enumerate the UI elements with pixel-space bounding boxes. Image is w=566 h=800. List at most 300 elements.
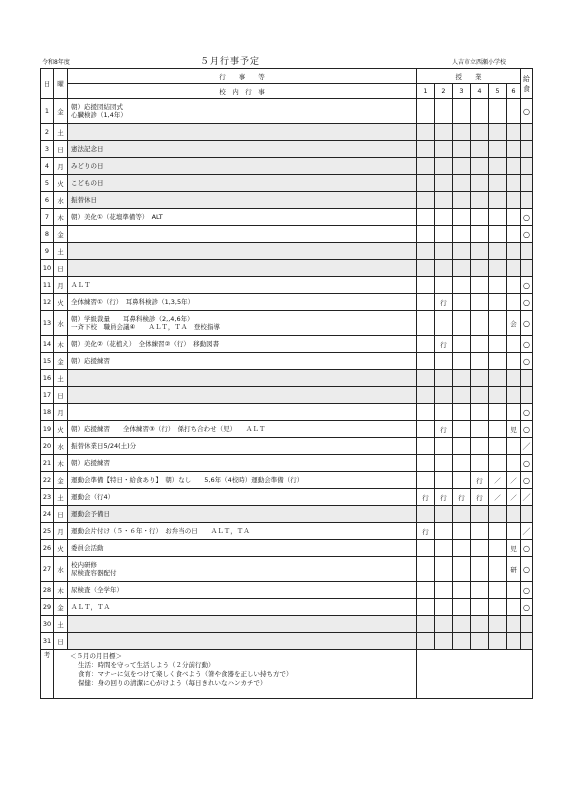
day-cell: 23: [41, 489, 54, 506]
period-cell: [417, 209, 435, 226]
event-text: 校内研修: [71, 561, 97, 569]
period-cell: ／: [489, 472, 507, 489]
weekday-cell: 月: [54, 404, 68, 421]
event-cell: [68, 557, 417, 582]
event-cell: [68, 438, 417, 455]
period-cell: [453, 311, 471, 336]
period-cell: [435, 582, 453, 599]
day-cell: 4: [41, 158, 54, 175]
event-text: 朝）応援団結団式: [71, 103, 123, 111]
period-cell: [435, 599, 453, 616]
schedule-row: [41, 506, 533, 523]
day-cell: 22: [41, 472, 54, 489]
period-cell: [507, 158, 521, 175]
period-cell: 行: [435, 294, 453, 311]
weekday-cell: 月: [54, 523, 68, 540]
period-cell: [489, 124, 507, 141]
period-cell: [453, 523, 471, 540]
day-cell: 25: [41, 523, 54, 540]
period-cell: [453, 141, 471, 158]
period-header: 3: [453, 84, 471, 99]
period-cell: [471, 260, 489, 277]
event-cell: [68, 353, 417, 370]
event-text: 運動会準備【特日・給食あり】 朝）なし 5,6年（4校時）運動会準備（行）: [71, 476, 304, 484]
period-cell: [489, 540, 507, 557]
period-cell: [453, 353, 471, 370]
school-name: 人吉市立西瀬小学校: [451, 59, 506, 66]
goals-heading: ＜５月の月目標＞: [70, 652, 122, 660]
day-cell: 20: [41, 438, 54, 455]
period-cell: [489, 633, 507, 650]
day-cell: 6: [41, 192, 54, 209]
event-cell: [68, 311, 417, 336]
lunch-cell: ○: [521, 209, 533, 226]
period-cell: [489, 616, 507, 633]
period-cell: [435, 633, 453, 650]
weekday-cell: 日: [54, 506, 68, 523]
event-text: 朝）美化②（花植え） 全体練習②（行） 移動図書: [71, 340, 220, 348]
period-cell: [507, 506, 521, 523]
event-text: 朝）美化①（花壇準備等） ALT: [71, 213, 163, 221]
lunch-cell: [521, 243, 533, 260]
period-cell: [471, 175, 489, 192]
period-cell: [453, 226, 471, 243]
period-cell: [453, 175, 471, 192]
period-cell: [435, 124, 453, 141]
event-cell: [68, 633, 417, 650]
period-cell: [507, 175, 521, 192]
weekday-cell: 火: [54, 540, 68, 557]
period-cell: [417, 243, 435, 260]
period-cell: [453, 277, 471, 294]
schedule-row: [41, 438, 533, 455]
period-cell: [489, 311, 507, 336]
event-cell: [68, 616, 417, 633]
weekday-cell: 日: [54, 633, 68, 650]
period-cell: [453, 243, 471, 260]
lunch-cell: ○: [521, 277, 533, 294]
period-cell: [489, 175, 507, 192]
period-cell: [417, 226, 435, 243]
event-text: 委員会活動: [71, 544, 104, 552]
event-cell: [68, 277, 417, 294]
period-cell: [507, 455, 521, 472]
event-text: みどりの日: [71, 162, 104, 170]
lunch-cell: ／: [521, 489, 533, 506]
weekday-cell: 木: [54, 336, 68, 353]
lunch-cell: ○: [521, 540, 533, 557]
event-cell: [68, 421, 417, 438]
day-cell: 5: [41, 175, 54, 192]
event-text: 尿検査（全学年）: [71, 586, 123, 594]
lunch-cell: ／: [521, 523, 533, 540]
period-cell: [453, 540, 471, 557]
period-cell: [489, 294, 507, 311]
period-cell: [471, 582, 489, 599]
period-cell: [435, 387, 453, 404]
period-cell: [453, 557, 471, 582]
monthly-goals-row: [41, 650, 533, 699]
period-cell: [489, 209, 507, 226]
goals-blank: [417, 650, 533, 699]
schedule-row: [41, 294, 533, 311]
period-cell: [507, 582, 521, 599]
lunch-cell: ○: [521, 226, 533, 243]
period-cell: [453, 336, 471, 353]
period-cell: [507, 294, 521, 311]
period-cell: [417, 353, 435, 370]
period-cell: [489, 260, 507, 277]
period-cell: [471, 141, 489, 158]
period-cell: [489, 192, 507, 209]
period-cell: [453, 616, 471, 633]
event-text: 尿検査容器配付: [71, 569, 117, 577]
day-cell: 1: [41, 99, 54, 124]
lunch-cell: ○: [521, 336, 533, 353]
period-cell: [435, 404, 453, 421]
goal-line: 保健：身の回りの清潔に心がけよう（毎日きれいなハンカチで）: [78, 679, 267, 687]
period-cell: [417, 472, 435, 489]
event-text: 心臓検診（1,4年）: [71, 111, 127, 119]
day-cell: 2: [41, 124, 54, 141]
day-cell: 18: [41, 404, 54, 421]
weekday-cell: 日: [54, 141, 68, 158]
day-cell: 21: [41, 455, 54, 472]
day-cell: 11: [41, 277, 54, 294]
goal-line: 生活：時間を守って生活しよう（２分前行動）: [78, 661, 215, 669]
event-cell: [68, 260, 417, 277]
period-cell: [507, 336, 521, 353]
period-cell: [489, 158, 507, 175]
period-cell: [489, 599, 507, 616]
goal-line: 食育：マナーに気をつけて楽しく食べよう（箸や食器を正しい持ち方で）: [78, 670, 293, 678]
schedule-row: [41, 489, 533, 506]
schedule-row: [41, 158, 533, 175]
event-cell: [68, 192, 417, 209]
weekday-cell: 水: [54, 438, 68, 455]
period-cell: [471, 455, 489, 472]
period-cell: [453, 294, 471, 311]
period-cell: [435, 455, 453, 472]
schedule-row: [41, 387, 533, 404]
period-cell: [417, 260, 435, 277]
lunch-cell: [521, 616, 533, 633]
day-cell: 19: [41, 421, 54, 438]
period-cell: [417, 370, 435, 387]
event-text: 運動会予備日: [71, 510, 110, 518]
period-cell: ／: [507, 489, 521, 506]
period-cell: [453, 599, 471, 616]
lunch-cell: [521, 260, 533, 277]
period-cell: [471, 243, 489, 260]
remarks-label-cell: [41, 650, 54, 699]
event-cell: [68, 99, 417, 124]
schedule-row: [41, 540, 533, 557]
event-text: こどもの日: [71, 179, 104, 187]
event-cell: [68, 226, 417, 243]
period-cell: [507, 633, 521, 650]
period-cell: [417, 294, 435, 311]
event-cell: [68, 209, 417, 226]
events-group-header: 行 事 等: [68, 69, 417, 84]
weekday-cell: 金: [54, 99, 68, 124]
weekday-cell: 木: [54, 455, 68, 472]
lunch-cell: ○: [521, 557, 533, 582]
period-cell: [471, 616, 489, 633]
day-cell: 13: [41, 311, 54, 336]
event-cell: [68, 582, 417, 599]
period-cell: [489, 404, 507, 421]
period-cell: [453, 124, 471, 141]
period-cell: [471, 557, 489, 582]
period-cell: [417, 438, 435, 455]
schedule-row: [41, 209, 533, 226]
period-cell: [417, 599, 435, 616]
schedule-row: [41, 599, 533, 616]
event-text: 運動会（行4）: [71, 493, 115, 501]
period-cell: [435, 506, 453, 523]
period-cell: [507, 99, 521, 124]
period-cell: [489, 455, 507, 472]
event-text: ＡＬＴ: [71, 281, 91, 289]
period-cell: [417, 387, 435, 404]
event-cell: [68, 336, 417, 353]
period-cell: [471, 336, 489, 353]
lunch-cell: ○: [521, 311, 533, 336]
period-cell: [435, 616, 453, 633]
period-cell: [507, 124, 521, 141]
event-cell: [68, 506, 417, 523]
period-cell: [507, 260, 521, 277]
schedule-row: [41, 243, 533, 260]
schedule-row: [41, 175, 533, 192]
period-cell: [471, 506, 489, 523]
schedule-row: [41, 404, 533, 421]
lunch-cell: [521, 124, 533, 141]
schedule-row: [41, 616, 533, 633]
period-cell: [489, 277, 507, 294]
period-cell: [453, 158, 471, 175]
schedule-row: [41, 226, 533, 243]
day-cell: 9: [41, 243, 54, 260]
period-cell: [471, 599, 489, 616]
period-cell: [507, 243, 521, 260]
event-text: 運動会片付け（５・６年・行） お弁当の日 ＡＬＴ，ＴＡ: [71, 527, 250, 535]
weekday-cell: 土: [54, 243, 68, 260]
weekday-cell: 水: [54, 557, 68, 582]
period-cell: 行: [471, 472, 489, 489]
period-cell: [435, 99, 453, 124]
period-cell: [417, 158, 435, 175]
period-cell: [417, 99, 435, 124]
period-cell: [435, 523, 453, 540]
lunch-cell: ○: [521, 404, 533, 421]
lunch-cell: [521, 633, 533, 650]
lunch-header: 給食: [521, 69, 533, 99]
period-cell: [507, 599, 521, 616]
weekday-cell: 土: [54, 616, 68, 633]
period-cell: [471, 209, 489, 226]
period-cell: [435, 353, 453, 370]
event-text: 朝）応援練習: [71, 459, 110, 467]
period-cell: [489, 523, 507, 540]
day-cell: 27: [41, 557, 54, 582]
period-cell: [453, 404, 471, 421]
period-cell: [471, 124, 489, 141]
lunch-cell: ○: [521, 294, 533, 311]
weekday-cell: 火: [54, 421, 68, 438]
period-cell: [489, 226, 507, 243]
event-text: ＡＬＴ，ＴＡ: [71, 603, 110, 611]
weekday-cell: 水: [54, 192, 68, 209]
period-cell: [507, 387, 521, 404]
period-cell: [489, 506, 507, 523]
event-text: 全体練習①（行） 耳鼻科検診（1,3,5年）: [71, 298, 195, 306]
period-cell: [417, 277, 435, 294]
period-cell: [489, 353, 507, 370]
weekday-cell: 火: [54, 294, 68, 311]
period-cell: [453, 370, 471, 387]
period-cell: [435, 277, 453, 294]
lunch-cell: [521, 175, 533, 192]
period-cell: [489, 99, 507, 124]
period-cell: [507, 370, 521, 387]
day-cell: 26: [41, 540, 54, 557]
period-cell: [471, 387, 489, 404]
weekday-cell: 金: [54, 353, 68, 370]
event-text: 朝）応援練習: [71, 357, 110, 365]
day-cell: 29: [41, 599, 54, 616]
period-cell: [453, 260, 471, 277]
lunch-cell: ○: [521, 421, 533, 438]
day-cell: 7: [41, 209, 54, 226]
period-cell: [471, 438, 489, 455]
event-cell: [68, 455, 417, 472]
monthly-goals: [54, 650, 417, 699]
schedule-row: [41, 557, 533, 582]
lunch-cell: ○: [521, 353, 533, 370]
period-cell: [471, 294, 489, 311]
weekday-cell: 土: [54, 124, 68, 141]
period-cell: [507, 209, 521, 226]
day-cell: 30: [41, 616, 54, 633]
event-text: 朝）応援練習 全体練習③（行） 係打ち合わせ（児） ＡＬＴ: [71, 425, 266, 433]
events-sub-header: 校 内 行 事: [68, 84, 417, 99]
remarks-label: 考: [43, 651, 51, 659]
weekday-cell: 金: [54, 472, 68, 489]
period-cell: 会: [507, 311, 521, 336]
lunch-cell: [521, 192, 533, 209]
period-cell: [453, 421, 471, 438]
period-cell: [417, 141, 435, 158]
period-cell: [489, 387, 507, 404]
schedule-row: [41, 421, 533, 438]
period-header: 5: [489, 84, 507, 99]
event-cell: [68, 124, 417, 141]
schedule-row: [41, 353, 533, 370]
schedule-row: [41, 124, 533, 141]
period-cell: [435, 438, 453, 455]
period-cell: [417, 582, 435, 599]
period-cell: [471, 421, 489, 438]
schedule-row: [41, 472, 533, 489]
day-cell: 8: [41, 226, 54, 243]
event-cell: [68, 387, 417, 404]
event-cell: [68, 489, 417, 506]
event-cell: [68, 158, 417, 175]
period-cell: 児: [507, 421, 521, 438]
period-cell: [489, 370, 507, 387]
period-cell: 行: [435, 489, 453, 506]
period-cell: [507, 523, 521, 540]
weekday-cell: 水: [54, 311, 68, 336]
period-cell: 行: [435, 336, 453, 353]
day-cell: 31: [41, 633, 54, 650]
period-cell: [489, 421, 507, 438]
event-cell: [68, 370, 417, 387]
period-cell: 研: [507, 557, 521, 582]
period-cell: [471, 370, 489, 387]
period-cell: ／: [507, 472, 521, 489]
page-title: ５月行事予定: [200, 57, 261, 67]
period-cell: [453, 472, 471, 489]
schedule-row: [41, 260, 533, 277]
lunch-cell: ○: [521, 582, 533, 599]
period-cell: [489, 336, 507, 353]
fiscal-year-label: 令和8年度: [42, 59, 70, 66]
period-cell: [435, 192, 453, 209]
event-text: 振替休日: [71, 196, 97, 204]
period-cell: [471, 226, 489, 243]
weekday-cell: 月: [54, 158, 68, 175]
schedule-row: [41, 633, 533, 650]
period-header: 1: [417, 84, 435, 99]
period-cell: [435, 226, 453, 243]
day-cell: 28: [41, 582, 54, 599]
event-text: 憲法記念日: [71, 145, 104, 153]
lunch-cell: [521, 158, 533, 175]
period-cell: [417, 633, 435, 650]
event-cell: [68, 294, 417, 311]
weekday-cell: 木: [54, 209, 68, 226]
day-cell: 10: [41, 260, 54, 277]
day-cell: 17: [41, 387, 54, 404]
period-cell: [507, 616, 521, 633]
day-cell: 12: [41, 294, 54, 311]
event-cell: [68, 404, 417, 421]
period-cell: [435, 260, 453, 277]
period-cell: [417, 455, 435, 472]
weekday-cell: 金: [54, 226, 68, 243]
event-text: 朝）学級裁量 耳鼻科検診（2,,4,6年）: [71, 315, 194, 323]
period-cell: [471, 158, 489, 175]
period-cell: [453, 192, 471, 209]
event-cell: [68, 599, 417, 616]
period-cell: [435, 209, 453, 226]
weekday-cell: 土: [54, 489, 68, 506]
period-cell: [435, 540, 453, 557]
event-cell: [68, 175, 417, 192]
period-cell: [417, 540, 435, 557]
period-cell: [489, 582, 507, 599]
period-cell: [471, 353, 489, 370]
period-cell: [489, 141, 507, 158]
day-cell: 3: [41, 141, 54, 158]
period-cell: [435, 243, 453, 260]
period-cell: ／: [489, 489, 507, 506]
lunch-cell: [521, 370, 533, 387]
period-cell: [453, 455, 471, 472]
